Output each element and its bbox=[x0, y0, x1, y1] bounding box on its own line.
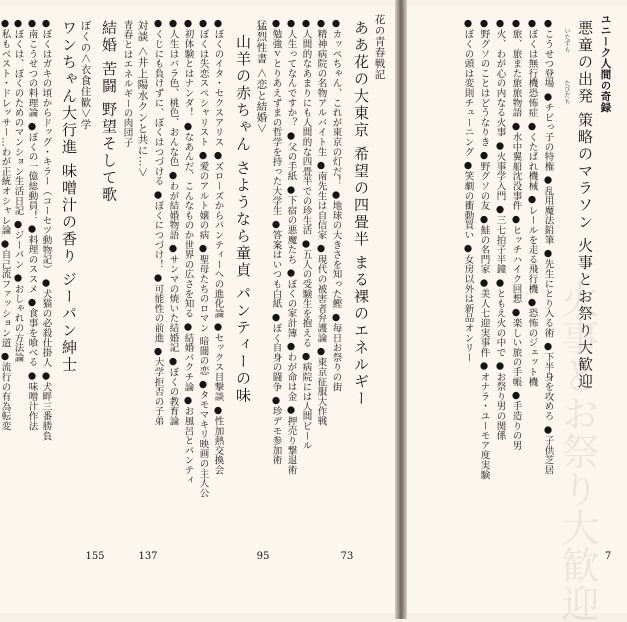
list-item: ●ぼくの頭は変則チューニング ●笑劇の衝動買い ●女房以外は新品オンリー bbox=[462, 18, 474, 363]
list-item: ●人生ってなんですか？ ●父の手紙 ●下宿の悪魔たち ●ぼくの家計簿 ●わが命は金 ●押売り撃退術 bbox=[285, 18, 297, 475]
list-item: ●火、わが心の内なる火事 ●火事学入門 ●三七拍子半鐘 ●ともえ火の中で ●お祭り男の関係 bbox=[494, 18, 506, 441]
list-item: ●私もベスト・ドレッサー…わが正統オシャレ論 ●自己流ファッション道 ●流行の有為転変 bbox=[0, 18, 11, 431]
list-item: ●初体験とはナンダ！ ●なあんだ、こんなものか世界の広さを知る ●結婚バクチ論 ●お風呂とパンティ bbox=[182, 18, 194, 485]
section-title: 猛烈性書 ＜恋と結婚＞ bbox=[255, 20, 268, 134]
list-item: ●勉強ｖとりあえずまの哲学を持った大学生 ●答案はいつも白紙 ●ぼく自身の闘争 ●珍デモ参加術 bbox=[270, 18, 282, 466]
ruby-text: いたずら bbox=[563, 28, 570, 53]
list-item: ●ぼくは、ぼくのためのマンション生活日記 ●ジーパン ●おしゃれの方法論 bbox=[12, 18, 24, 363]
list-item: ●ぼくは無行機恐怖症 ●くたばれ機械 ●レールを走る飛行機 ●恐怖のジェット機 bbox=[526, 18, 538, 387]
section-title: ぼくの＜衣食住歓＞学 bbox=[79, 20, 92, 130]
page-number: 73 bbox=[340, 551, 354, 562]
list-item: ●南こうせつの料理論 ●ぼくの一億総動員！ ●料理のススメ ●食事を喰べる ●味噌汁作法 bbox=[26, 18, 38, 431]
bleed-through-text: 火事とお祭り大歓迎 bbox=[555, 280, 599, 622]
list-item: ●ぼくはガキの頃からドッグ・キラー（コーセツ動物記） ●犬猫の必殺仕掛人 ●犬畔三番勝負 bbox=[40, 18, 52, 441]
list-item: 青春とはエネルギーの肉団子 bbox=[121, 20, 133, 148]
book-gutter bbox=[395, 0, 407, 619]
chapter-heading: 花の青春戦記 bbox=[373, 14, 386, 80]
list-item: ●ぼくは失恋スペシャリスト ●愛のアルト嬢の病 ●聖母たちのロマン 暗闇の恋 ●タモマキリ映画の主人公 bbox=[197, 18, 209, 498]
list-item: ●精神病院の名物アルバイト生 ●南先生は自信家 ●現代の被害者弁護論 ●東京征服大作戦 bbox=[315, 18, 327, 426]
list-item: ●人生はバラ色、桃色、おんな色 ●わが結婚物語 ●サンマの焼いた結婚記 ●ぼくの教育論 bbox=[167, 18, 179, 426]
section-title: 対談 ＜井上陽水クンと共に…＞ bbox=[136, 20, 149, 178]
list-item: ●野グソのことはどうなりき ●野グソの友 ●鮭の名門家 ●美人七迎実事件 ●オナラ・ユーモア度実験 bbox=[478, 18, 490, 480]
page-number: 95 bbox=[256, 551, 270, 562]
list-item: ●旅、旅また旅旅物語 ●水中翼船沈没事件 ●ヒッチハイク回想 ●楽しい旅の手帳 ●手造りの男 bbox=[510, 18, 522, 451]
list-item: ●カッペちゃん、これが東京の灯だ！ ●地球の大きさを知った鰹 ●毎日お祭りの街 bbox=[330, 18, 342, 392]
list-item: ●人間的なあまりにも人間的な四畳半での珍生活 ●五人の受験生を抱える ●病院には人間ビール bbox=[300, 18, 312, 451]
page-number: 7 bbox=[604, 551, 612, 562]
chapter-heading: ユニーク人間の奇録 bbox=[599, 14, 612, 113]
list-item: ●こうせつ登場 ●チビっ子の特権 ●乱用魔法鉛筆 ●先生にとり入る術 ●下半身を攻めろ ●子供芝居 bbox=[542, 18, 554, 475]
list-item: ●くじにも負けずに、ぼくはつづける ●ぼくにつづけ！ ●可能性の前進 ●大学拒否の子弟 bbox=[152, 18, 164, 426]
section-title: 結婚 苦闘 野望そして歌 bbox=[100, 20, 118, 204]
section-title: 悪童の出発 策略のマラソン 火事とお祭り大歓迎 bbox=[576, 20, 594, 391]
page-number: 137 bbox=[138, 551, 158, 562]
section-title: 山羊の赤ちゃん さようなら童貞 パンティーの味 bbox=[234, 34, 252, 405]
list-item: ●ぼくのイタ・セクスアリス ●ズローズからパンティーへの進化論 ●セックス目撃談 ●性加熱交換会 bbox=[212, 18, 224, 475]
ruby-text: たびだち bbox=[563, 80, 570, 105]
section-title: ああ花の大東京 希望の四畳半 まる裸のエネルギー bbox=[352, 20, 370, 408]
page-number: 155 bbox=[85, 551, 105, 562]
section-title: ワンちゃん大行進 味噌汁の香り ジーパン紳士 bbox=[60, 20, 78, 374]
